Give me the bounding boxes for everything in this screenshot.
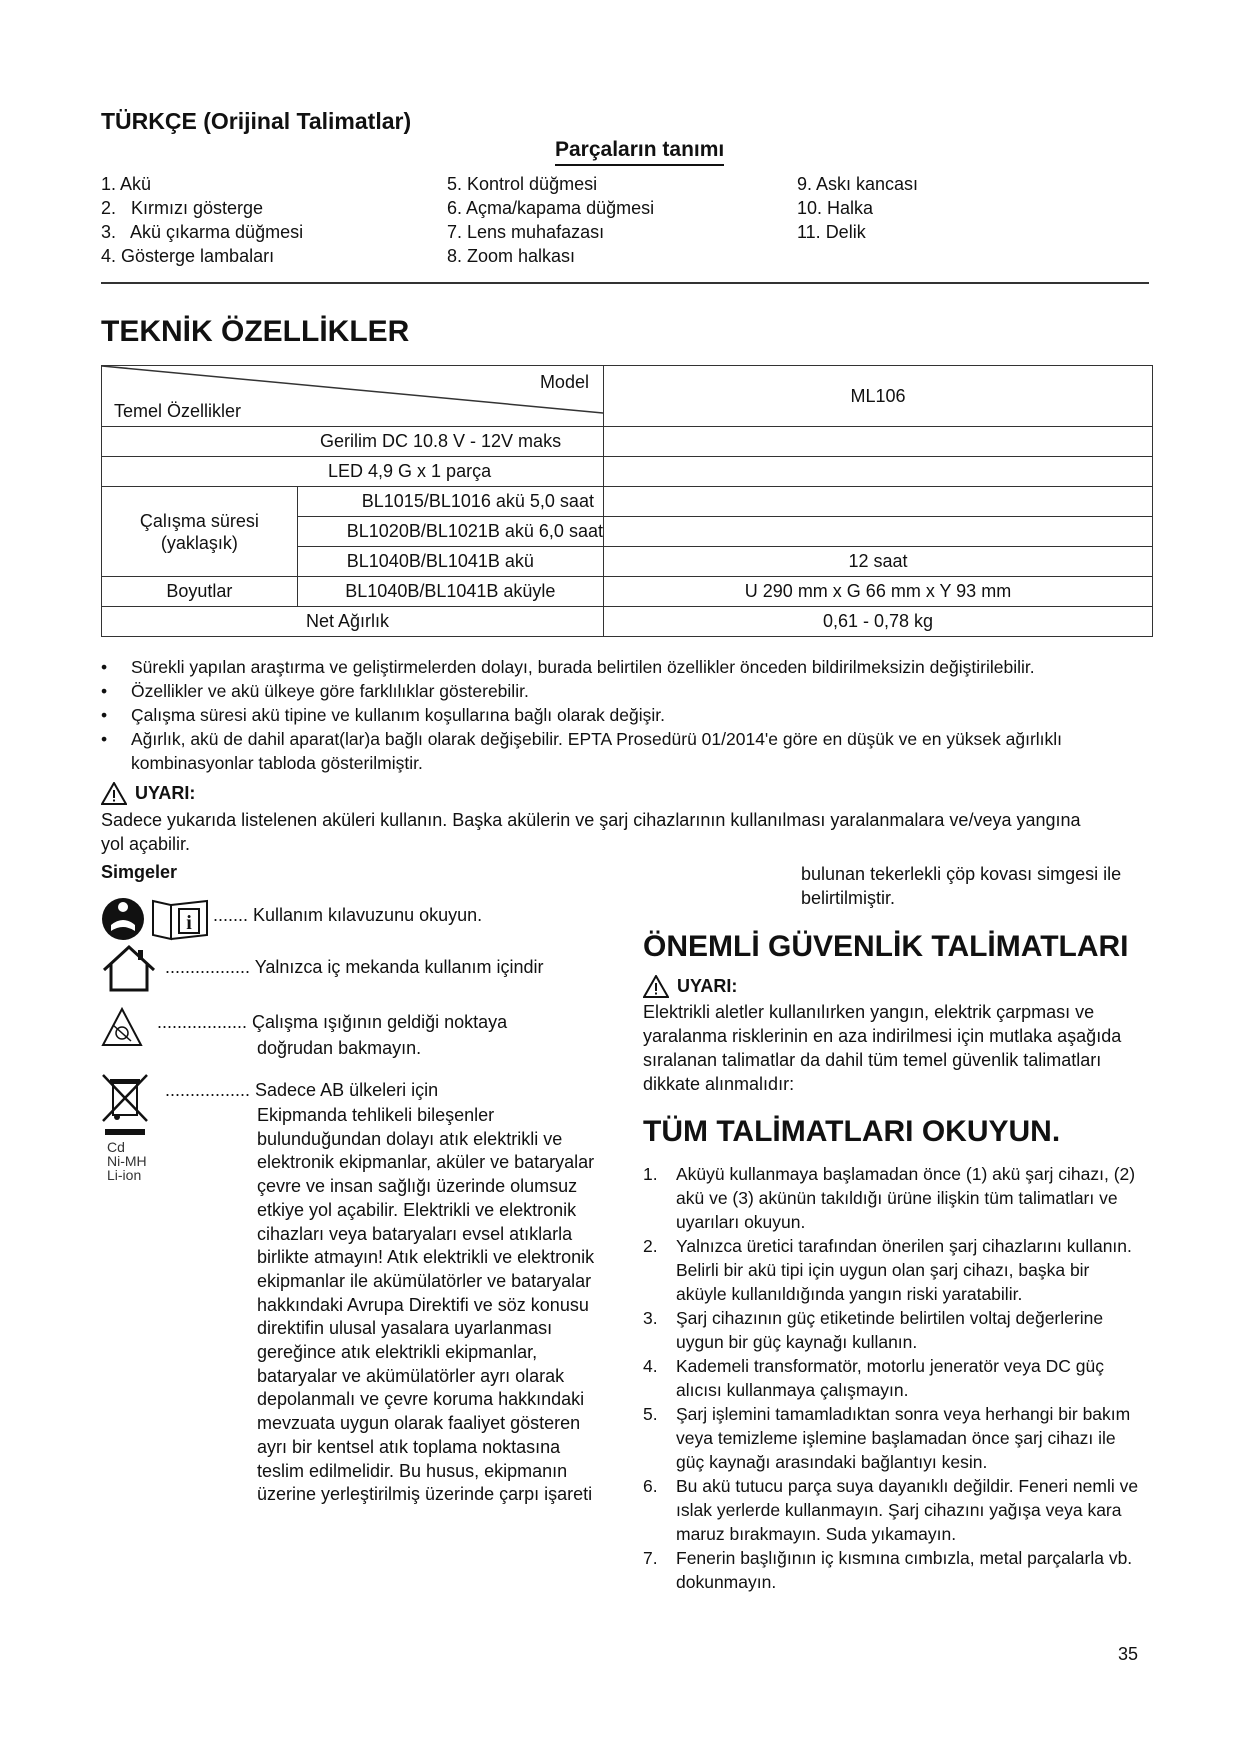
warning-text: Sadece yukarıda listelenen aküleri kullanın. Başka akülerin ve şarj cihazlarının kullanılması yaralanmalara ve/veya yangına yol açabilir. <box>101 810 1081 854</box>
indoor-house-icon <box>101 944 157 994</box>
symbol-no-stare <box>101 1007 143 1054</box>
header-basic-features: Temel Özellikler <box>114 401 242 421</box>
led-row-label <box>102 457 604 487</box>
led-value <box>603 457 1152 487</box>
parts-item: 11. Delik <box>797 222 866 242</box>
chem-cd: Cd <box>107 1139 125 1155</box>
spec-notes <box>101 655 1131 775</box>
runtime-battery: BL1040B/BL1041B akü <box>297 547 603 577</box>
dimensions-label: Boyutlar <box>102 577 298 607</box>
voltage-label: Gerilim DC 10.8 V - 12V maks <box>320 431 562 451</box>
parts-item: 1. Akü <box>101 174 152 194</box>
parts-item: 6. Açma/kapama düğmesi <box>447 198 655 218</box>
parts-item: 10. Halka <box>797 198 874 218</box>
model-name: ML106 <box>603 366 1152 427</box>
list-item: 7. Fenerin başlığının iç kısmına cımbızla, metal parçalarla vb. dokunmayın. <box>643 1548 1133 1592</box>
symbol-no-stare-text-2: doğrudan bakmayın. <box>257 1038 422 1058</box>
parts-list-col2 <box>447 172 654 268</box>
note-item: • Sürekli yapılan araştırma ve geliştirmelerden dolayı, burada belirtilen özellikler önceden bildirilmeksizin değiştirilebilir. <box>101 657 1035 677</box>
symbol-indoor <box>101 944 157 999</box>
section-divider <box>101 282 1149 284</box>
spec-table <box>101 365 1153 637</box>
led-label: LED 4,9 G x 1 parça <box>328 461 492 481</box>
runtime-label: Çalışma süresi (yaklaşık) <box>102 487 298 577</box>
safety-warning <box>643 975 1143 1096</box>
symbol-indoor-text: ................. Yalnızca iç mekanda kullanım içindir <box>165 957 544 977</box>
weee-body-text-continued: bulunan tekerlekli çöp kovası simgesi ile belirtilmiştir. <box>801 864 1122 908</box>
symbol-eu-text: ................. Sadece AB ülkeleri için <box>165 1080 439 1100</box>
language-title: TÜRKÇE (Orijinal Talimatlar) <box>101 108 412 134</box>
warning-heading: UYARI: <box>101 782 1101 805</box>
weight-row-label <box>102 607 604 637</box>
runtime-battery: BL1015/BL1016 akü 5,0 saat <box>297 487 603 517</box>
warning-triangle-icon <box>101 782 127 805</box>
runtime-value <box>603 517 1152 547</box>
header-model: Model <box>539 372 589 392</box>
parts-item: 2. Kırmızı gösterge <box>101 198 264 218</box>
parts-item: 8. Zoom halkası <box>447 246 576 266</box>
dimensions-battery: BL1040B/BL1041B aküyle <box>297 577 603 607</box>
safety-instructions-list <box>643 1162 1143 1594</box>
voltage-row-label <box>102 427 604 457</box>
symbol-no-stare-text-1: .................. Çalışma ışığının geldiği noktaya <box>157 1012 508 1032</box>
warning-triangle-icon <box>643 975 669 998</box>
symbol-manual <box>101 895 211 948</box>
chem-liion: Li-ion <box>107 1167 142 1183</box>
note-item: • Çalışma süresi akü tipine ve kullanım koşullarına bağlı olarak değişir. <box>101 705 666 725</box>
symbol-weee <box>101 1073 151 1148</box>
page-number: 35 <box>1118 1644 1139 1664</box>
list-item: 5. Şarj işlemini tamamladıktan sonra veya herhangi bir bakım veya temizleme işlemine başlamadan önce şarj cihazı ile güç kaynağı arasındaki bağlantıyı kesin. <box>643 1404 1131 1472</box>
tech-specs-title: TEKNİK ÖZELLİKLER <box>101 315 410 348</box>
parts-item: 4. Gösterge lambaları <box>101 246 275 266</box>
spec-header-diagonal-cell <box>102 366 604 427</box>
read-manual-icon <box>101 895 211 943</box>
parts-item: 9. Askı kancası <box>797 174 919 194</box>
runtime-value: 12 saat <box>603 547 1152 577</box>
parts-item: 7. Lens muhafazası <box>447 222 605 242</box>
symbol-manual-text: ....... Kullanım kılavuzunu okuyun. <box>213 905 483 925</box>
note-item: • Özellikler ve akü ülkeye göre farklılıklar gösterebilir. <box>101 681 529 701</box>
symbols-title: Simgeler <box>101 862 178 882</box>
parts-list-col1 <box>101 172 303 268</box>
list-item: 4. Kademeli transformatör, motorlu jeneratör veya DC güç alıcısı kullanmaya çalışmayın. <box>643 1356 1104 1400</box>
dimensions-value: U 290 mm x G 66 mm x Y 93 mm <box>603 577 1152 607</box>
safety-warning-text: Elektrikli aletler kullanılırken yangın, elektrik çarpması ve yaralanma risklerinin en aza indirilmesi için mutlaka aşağıda sıralanan talimatlar da dahil tüm temel güvenlik talimatları dikkate alınmalıdır: <box>643 1002 1122 1094</box>
chem-nimh: Ni-MH <box>107 1153 147 1169</box>
safety-title: ÖNEMLİ GÜVENLİK TALİMATLARI <box>643 930 1129 963</box>
runtime-battery: BL1020B/BL1021B akü 6,0 saat <box>297 517 603 547</box>
parts-item: 5. Kontrol düğmesi <box>447 174 598 194</box>
safety-warning-heading: UYARI: <box>643 975 1143 998</box>
warning-block <box>101 782 1101 856</box>
list-item: 3. Şarj cihazının güç etiketinde belirtilen voltaj değerlerine uygun bir güç kaynağı kullanın. <box>643 1308 1104 1352</box>
crossed-bin-icon <box>101 1073 151 1143</box>
parts-title: Parçaların tanımı <box>555 138 724 166</box>
voltage-value <box>603 427 1152 457</box>
parts-item: 3. Akü çıkarma düğmesi <box>101 222 304 242</box>
note-item: • Ağırlık, akü de dahil aparat(lar)a bağlı olarak değişebilir. EPTA Prosedürü 01/2014'e göre en düşük ve en yüksek ağırlıklı kombinasyonlar tabloda gösterilmiştir. <box>101 729 1063 773</box>
parts-list-col3 <box>797 172 918 244</box>
list-item: 2. Yalnızca üretici tarafından önerilen şarj cihazlarını kullanın. Belirli bir akü tipi için uygun olan şarj cihazı, başka bir aküyle kullanıldığında yangın riski yaratabilir. <box>643 1236 1132 1304</box>
read-all-title: TÜM TALİMATLARI OKUYUN. <box>643 1115 1061 1148</box>
weight-value: 0,61 - 0,78 kg <box>603 607 1152 637</box>
info-glyph: i <box>186 912 192 934</box>
chemical-symbols <box>107 1140 147 1182</box>
runtime-value <box>603 487 1152 517</box>
list-item: 1. Aküyü kullanmaya başlamadan önce (1) akü şarj cihazı, (2) akü ve (3) akünün takıldığı ürüne ilişkin tüm talimatları ve uyarıları okuyun. <box>643 1164 1136 1232</box>
weight-label: Net Ağırlık <box>306 611 390 631</box>
list-item: 6. Bu akü tutucu parça suya dayanıklı değildir. Feneri nemli ve ıslak yerlerde kullanmayın. Şarj cihazını yağışa veya kara maruz bırakmayın. Suda yıkamayın. <box>643 1476 1139 1544</box>
do-not-stare-light-icon <box>101 1007 143 1049</box>
weee-body-text: Ekipmanda tehlikeli bileşenler bulunduğundan dolayı atık elektrikli ve elektronik ekipmanlar, aküler ve bataryalar çevre ve insan sağlığı üzerinde olumsuz etkiye yol açabilir. Elektrikli ve elektronik cihazları veya bataryaları evsel atıklarla birlikte atmayın! Atık elektrikli ve elektronik ekipmanlar ile akümülatörler ve bataryalar hakkındaki Avrupa Direktifi ve söz konusu direktifin ulusal yasalara uyarlanması gereğince atık elektrikli ekipmanlar, bataryalar ve akümülatörler ayrı olarak depolanmalı ve çevre koruma hakkındaki mevzuata uygun olarak faaliyet gösteren ayrı bir kentsel atık toplama noktasına teslim edilmelidir. Bu husus, ekipmanın üzerine yerleştirilmiş üzerinde çarpı işareti <box>257 1105 595 1505</box>
